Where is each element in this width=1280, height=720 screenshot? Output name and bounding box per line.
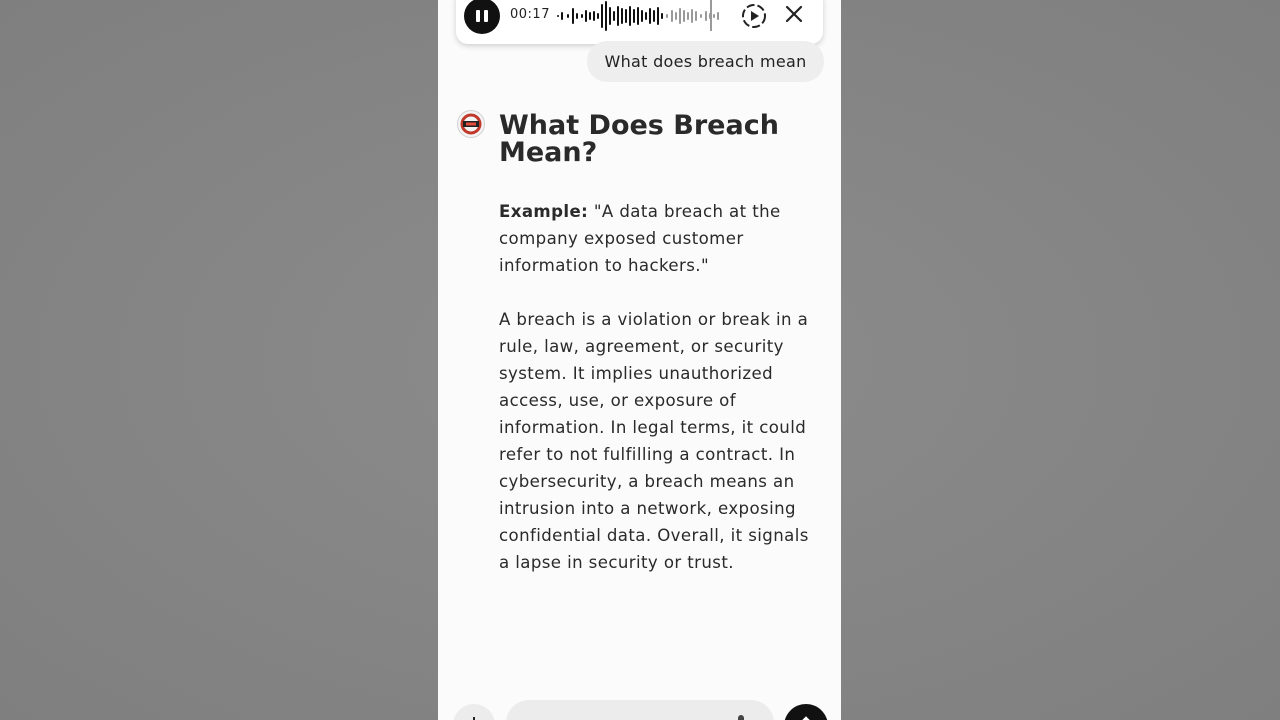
- send-button[interactable]: [784, 704, 828, 720]
- user-message-bubble: What does breach mean: [587, 41, 824, 82]
- response-title: What Does Breach Mean?: [499, 110, 779, 168]
- mic-icon[interactable]: [735, 714, 747, 720]
- definition-paragraph: A breach is a violation or break in a rule, law, agreement, or security system. It implies unauthorized access, use, or exposure of information. In legal terms, it could refer to not fulfilling a contract. In cybersecurity, a breach means an intrusion into a network, exposing confidential data. Overall, it signals a lapse in security or trust.: [499, 310, 809, 572]
- example-label: Example:: [499, 202, 589, 221]
- pause-button[interactable]: [464, 0, 500, 34]
- response-body: [499, 198, 809, 603]
- example-paragraph: [499, 198, 809, 279]
- elapsed-time: 00:17: [510, 7, 550, 22]
- pause-icon: [476, 10, 480, 22]
- assistant-avatar: [457, 110, 485, 138]
- message-input[interactable]: [506, 700, 774, 720]
- example-text: "A data breach at the company exposed customer information to hackers.": [499, 202, 781, 275]
- replay-icon[interactable]: [740, 2, 768, 30]
- send-icon: [784, 704, 828, 720]
- chat-panel: [438, 0, 841, 720]
- waveform-icon[interactable]: [556, 0, 722, 38]
- playback-scrubber[interactable]: [710, 0, 712, 31]
- plus-icon: [453, 704, 495, 720]
- audio-player-bar: [456, 0, 823, 44]
- plus-button[interactable]: [453, 704, 495, 720]
- close-icon[interactable]: [785, 5, 803, 23]
